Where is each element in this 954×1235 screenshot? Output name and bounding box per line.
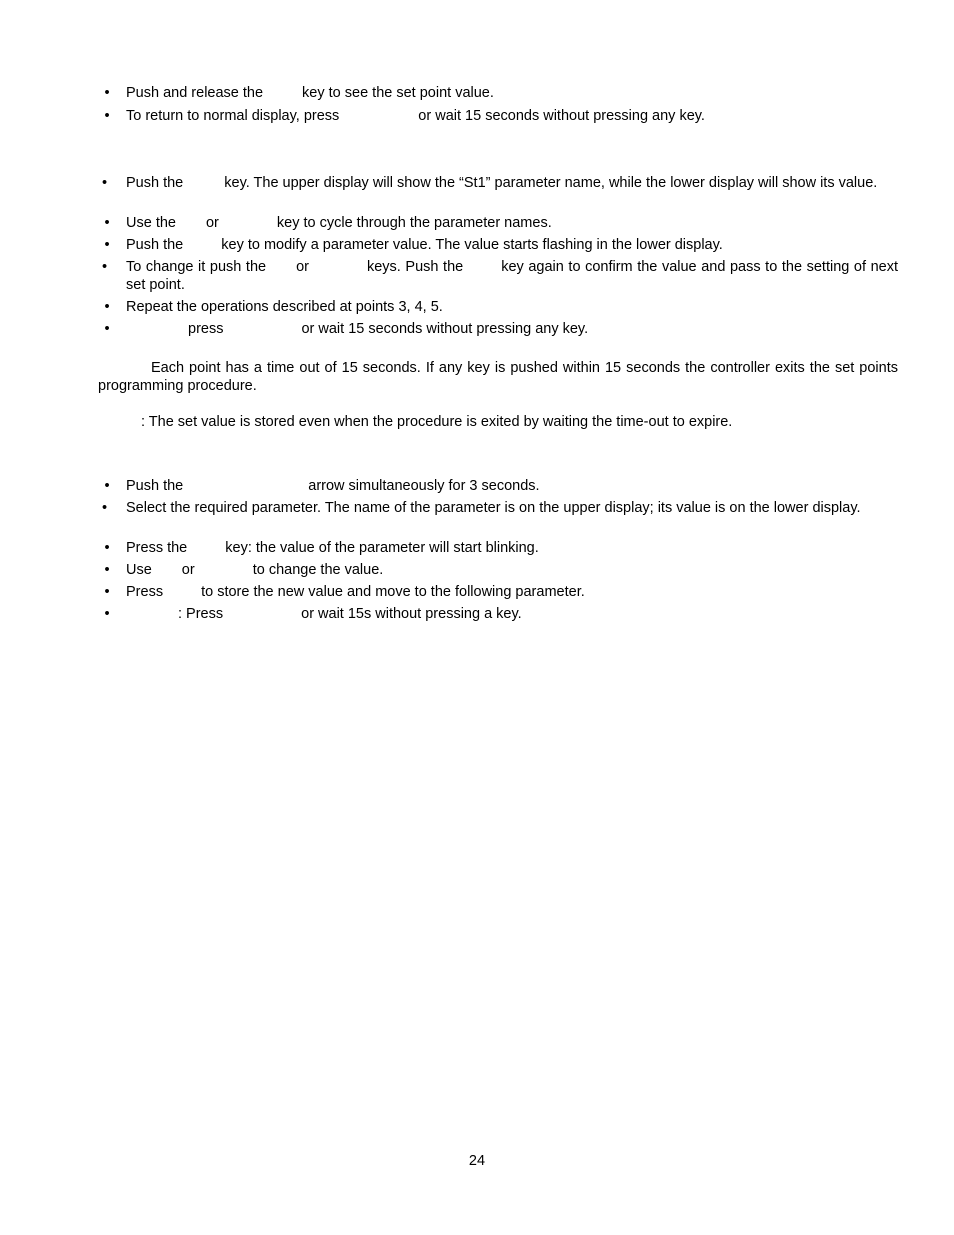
- bullet: •: [104, 584, 110, 600]
- list-item: [104, 236, 898, 254]
- item-text: keys. Push the: [366, 259, 464, 275]
- list-item: [102, 258, 898, 294]
- item-text: Press: [126, 584, 164, 600]
- bullet: •: [102, 259, 108, 275]
- item-text: Use: [126, 562, 152, 578]
- list-item: [104, 107, 898, 125]
- item-text: or wait 15 seconds without pressing any key.: [301, 321, 589, 337]
- item-text: key again to confirm the value and pass to the setting of next set point.: [126, 259, 898, 293]
- item-text: Push the: [126, 237, 184, 253]
- item-text: key. The upper display will show the “St1” parameter name, while the lower display will show its value.: [224, 175, 878, 191]
- item-text: Select the required parameter. The name of the parameter is on the upper display; its value is on the lower display.: [126, 500, 861, 516]
- item-text: Repeat the operations described at points 3, 4, 5.: [126, 299, 443, 315]
- item-text: or wait 15 seconds without pressing any key.: [418, 108, 705, 124]
- list-item: [104, 84, 898, 102]
- item-text: Push the: [126, 175, 184, 191]
- item-text: Press the: [126, 540, 188, 556]
- item-text: key to cycle through the parameter names.: [276, 215, 552, 231]
- page-number: 24: [468, 1153, 486, 1169]
- bullet: •: [104, 540, 110, 556]
- timeout-note: Each point has a time out of 15 seconds. If any key is pushed within 15 seconds the controller exits the set points programming procedure.: [98, 360, 898, 394]
- bullet: •: [104, 299, 110, 315]
- bullet: •: [104, 85, 110, 101]
- list-item: [104, 605, 898, 623]
- item-text: key to see the set point value.: [302, 85, 494, 101]
- item-text: to store the new value and move to the following parameter.: [201, 584, 585, 600]
- item-text: or wait 15s without pressing a key.: [301, 606, 522, 622]
- bullet: •: [102, 175, 108, 191]
- bullet: •: [104, 478, 110, 494]
- item-text: arrow simultaneously for 3 seconds.: [308, 478, 540, 494]
- item-text: Push and release the: [126, 85, 264, 101]
- list-item: [104, 561, 898, 579]
- item-text: press: [188, 321, 224, 337]
- item-text: Use the: [126, 215, 176, 231]
- item-text: key to modify a parameter value. The value starts flashing in the lower display.: [221, 237, 723, 253]
- list-item: [104, 298, 898, 316]
- list-item: [104, 539, 898, 557]
- list-item: [104, 583, 898, 601]
- item-text: To change it push the: [126, 259, 267, 275]
- bullet: •: [104, 215, 110, 231]
- item-text: : Press: [178, 606, 224, 622]
- item-text: or: [296, 259, 309, 275]
- item-text: To return to normal display, press: [126, 108, 340, 124]
- list-item: [102, 499, 898, 517]
- stored-note: : The set value is stored even when the procedure is exited by waiting the time-out to expire.: [141, 414, 733, 430]
- bullet: •: [102, 500, 108, 516]
- bullet: •: [104, 108, 110, 124]
- bullet: •: [104, 606, 110, 622]
- item-text: Push the: [126, 478, 184, 494]
- bullet: •: [104, 321, 110, 337]
- bullet: •: [104, 562, 110, 578]
- item-text: key: the value of the parameter will start blinking.: [225, 540, 539, 556]
- list-item: [104, 214, 898, 232]
- list-item: [104, 320, 898, 338]
- bullet: •: [104, 237, 110, 253]
- list-item: [102, 174, 898, 192]
- item-text: or: [205, 215, 219, 231]
- list-item: [104, 477, 898, 495]
- item-text: or: [181, 562, 195, 578]
- item-text: to change the value.: [252, 562, 384, 578]
